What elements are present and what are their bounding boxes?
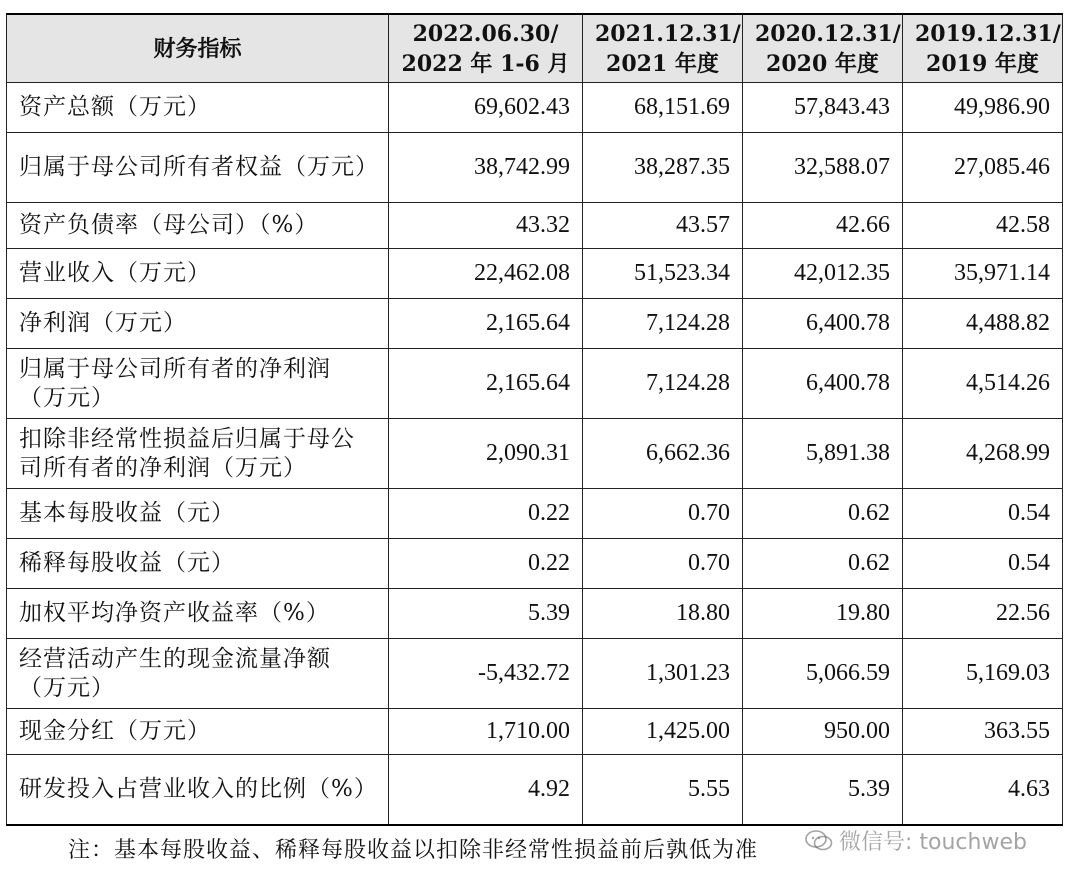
row-label: 经营活动产生的现金流量净额（万元） (7, 639, 389, 709)
row-value: 5,891.38 (743, 419, 903, 489)
row-value: 1,425.00 (583, 709, 743, 755)
row-value: 0.62 (743, 539, 903, 589)
row-value: 57,843.43 (743, 83, 903, 133)
header-period-2019 (903, 14, 1063, 83)
row-value: 35,971.14 (903, 249, 1063, 299)
row-value: 18.80 (583, 589, 743, 639)
header-period: 2022 年 1-6 月 (401, 50, 570, 77)
row-label: 加权平均净资产收益率（%） (7, 589, 389, 639)
row-value: 22,462.08 (389, 249, 583, 299)
row-value: 42.58 (903, 203, 1063, 249)
table-row (7, 419, 1063, 489)
row-label: 净利润（万元） (7, 299, 389, 349)
row-value: -5,432.72 (389, 639, 583, 709)
row-label: 归属于母公司所有者的净利润（万元） (7, 349, 389, 419)
row-value: 5,169.03 (903, 639, 1063, 709)
row-value: 68,151.69 (583, 83, 743, 133)
header-date: 2022.06.30/ (412, 20, 559, 47)
row-value: 5.39 (743, 755, 903, 825)
row-value: 2,165.64 (389, 349, 583, 419)
header-period: 2020 年度 (766, 50, 879, 77)
header-period: 2019 年度 (926, 50, 1039, 77)
row-value: 7,124.28 (583, 299, 743, 349)
row-label: 营业收入（万元） (7, 249, 389, 299)
row-value: 69,602.43 (389, 83, 583, 133)
row-value: 32,588.07 (743, 133, 903, 203)
row-value: 43.57 (583, 203, 743, 249)
row-value: 4.92 (389, 755, 583, 825)
header-period-2021 (583, 14, 743, 83)
row-value: 2,165.64 (389, 299, 583, 349)
row-value: 0.62 (743, 489, 903, 539)
row-label: 研发投入占营业收入的比例（%） (7, 755, 389, 825)
row-value: 4,268.99 (903, 419, 1063, 489)
table-row (7, 203, 1063, 249)
header-indicator (7, 14, 389, 83)
row-label: 资产总额（万元） (7, 83, 389, 133)
row-label: 扣除非经常性损益后归属于母公司所有者的净利润（万元） (7, 419, 389, 489)
header-date: 2019.12.31/ (915, 20, 1061, 47)
row-label: 现金分红（万元） (7, 709, 389, 755)
table-row (7, 349, 1063, 419)
row-label: 归属于母公司所有者权益（万元） (7, 133, 389, 203)
watermark-text: 微信号: touchweb (839, 830, 1027, 855)
header-indicator-label: 财务指标 (153, 35, 242, 62)
header-period: 2021 年度 (606, 50, 719, 77)
row-label: 基本每股收益（元） (7, 489, 389, 539)
row-value: 7,124.28 (583, 349, 743, 419)
header-period-2022h1 (389, 14, 583, 83)
row-label: 稀释每股收益（元） (7, 539, 389, 589)
row-value: 0.70 (583, 489, 743, 539)
row-label: 资产负债率（母公司）（%） (7, 203, 389, 249)
table-header-row (7, 14, 1063, 83)
row-value: 38,287.35 (583, 133, 743, 203)
table-row (7, 299, 1063, 349)
footnote: 注：基本每股收益、稀释每股收益以扣除非经常性损益前后孰低为准 (68, 838, 759, 863)
row-value: 42.66 (743, 203, 903, 249)
row-value: 4,514.26 (903, 349, 1063, 419)
row-value: 5,066.59 (743, 639, 903, 709)
row-value: 6,400.78 (743, 349, 903, 419)
table-row (7, 589, 1063, 639)
table-row (7, 755, 1063, 825)
row-value: 4.63 (903, 755, 1063, 825)
row-value: 22.56 (903, 589, 1063, 639)
row-value: 38,742.99 (389, 133, 583, 203)
row-value: 27,085.46 (903, 133, 1063, 203)
header-period-2020 (743, 14, 903, 83)
row-value: 5.39 (389, 589, 583, 639)
table-row (7, 83, 1063, 133)
row-value: 0.70 (583, 539, 743, 589)
row-value: 42,012.35 (743, 249, 903, 299)
table-row (7, 539, 1063, 589)
row-value: 0.54 (903, 539, 1063, 589)
row-value: 0.54 (903, 489, 1063, 539)
table-row (7, 709, 1063, 755)
row-value: 2,090.31 (389, 419, 583, 489)
row-value: 51,523.34 (583, 249, 743, 299)
header-date: 2021.12.31/ (595, 20, 741, 47)
row-value: 363.55 (903, 709, 1063, 755)
row-value: 6,400.78 (743, 299, 903, 349)
watermark (805, 825, 1027, 856)
financial-indicators-table (6, 13, 1063, 826)
row-value: 0.22 (389, 489, 583, 539)
table-row (7, 249, 1063, 299)
row-value: 19.80 (743, 589, 903, 639)
row-value: 5.55 (583, 755, 743, 825)
row-value: 950.00 (743, 709, 903, 755)
table-body (7, 83, 1063, 825)
row-value: 4,488.82 (903, 299, 1063, 349)
row-value: 1,301.23 (583, 639, 743, 709)
table-row (7, 133, 1063, 203)
row-value: 43.32 (389, 203, 583, 249)
row-value: 1,710.00 (389, 709, 583, 755)
table-row (7, 639, 1063, 709)
row-value: 0.22 (389, 539, 583, 589)
wechat-icon (805, 830, 833, 852)
row-value: 6,662.36 (583, 419, 743, 489)
row-value: 49,986.90 (903, 83, 1063, 133)
header-date: 2020.12.31/ (755, 20, 901, 47)
table-row (7, 489, 1063, 539)
